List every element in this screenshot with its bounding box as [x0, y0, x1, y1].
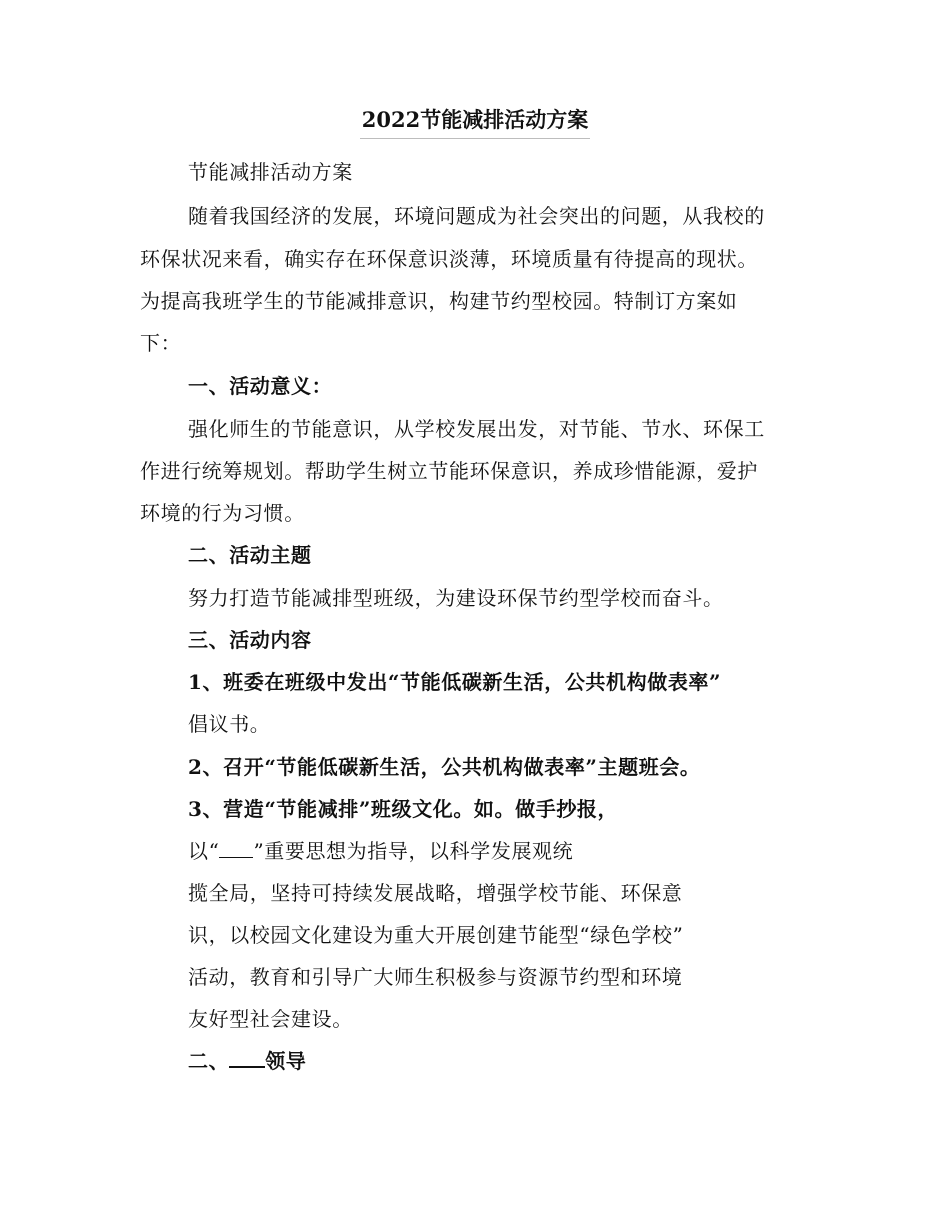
document-title: [0, 103, 950, 139]
intro-line-4: 下：: [140, 331, 182, 355]
fill-in-blank: [219, 857, 253, 858]
document-title-text: 2022节能减排活动方案: [360, 103, 590, 139]
section-3-item-3: 3、营造“节能减排”班级文化。如。做手抄报，: [188, 797, 619, 821]
section-3-item-2: 2、召开“节能低碳新生活，公共机构做表率”主题班会。: [188, 755, 701, 779]
section-1-line-1: 强化师生的节能意识，从学校发展出发，对节能、节水、环保工: [188, 417, 765, 441]
section-2-heading: 二、活动主题: [188, 543, 312, 567]
section-3-item-1: 1、班委在班级中发出“节能低碳新生活，公共机构做表率”: [188, 670, 722, 694]
section-3-paragraph-line-3: 识，以校园文化建设为重大开展创建节能型“绿色学校”: [188, 923, 684, 947]
paragraph-end-text: ”重要思想为指导，以科学发展观统: [253, 839, 574, 863]
section-2-line: 努力打造节能减排型班级，为建设环保节约型学校而奋斗。: [188, 586, 724, 610]
section-3-heading: 三、活动内容: [188, 628, 312, 652]
section-1-line-3: 环境的行为习惯。: [140, 501, 305, 525]
paragraph-start-text: 以“: [188, 839, 220, 863]
section-1-heading: 一、活动意义：: [188, 374, 333, 398]
section-4-heading-end: 领导: [265, 1049, 307, 1073]
section-3-paragraph-line-4: 活动，教育和引导广大师生积极参与资源节约型和环境: [188, 965, 683, 989]
section-3-paragraph-line-2: 揽全局，坚持可持续发展战略，增强学校节能、环保意: [188, 881, 683, 905]
section-4-heading-start: 二、: [188, 1049, 230, 1073]
document-subtitle: 节能减排活动方案: [188, 160, 353, 184]
intro-line-3: 为提高我班学生的节能减排意识，构建节约型校园。特制订方案如: [140, 289, 738, 313]
intro-line-2: 环保状况来看，确实存在环保意识淡薄，环境质量有待提高的现状。: [140, 247, 758, 271]
intro-line-1: 随着我国经济的发展，环境问题成为社会突出的问题，从我校的: [188, 204, 765, 228]
section-3-item-1-continued: 倡议书。: [188, 712, 271, 736]
section-1-line-2: 作进行统筹规划。帮助学生树立节能环保意识，养成珍惜能源，爱护: [140, 459, 758, 483]
fill-in-blank-heading: [229, 1066, 265, 1068]
section-3-paragraph-line-5: 友好型社会建设。: [188, 1007, 353, 1031]
section-4-heading: [188, 1045, 306, 1077]
section-3-paragraph-line-1: [188, 835, 573, 867]
